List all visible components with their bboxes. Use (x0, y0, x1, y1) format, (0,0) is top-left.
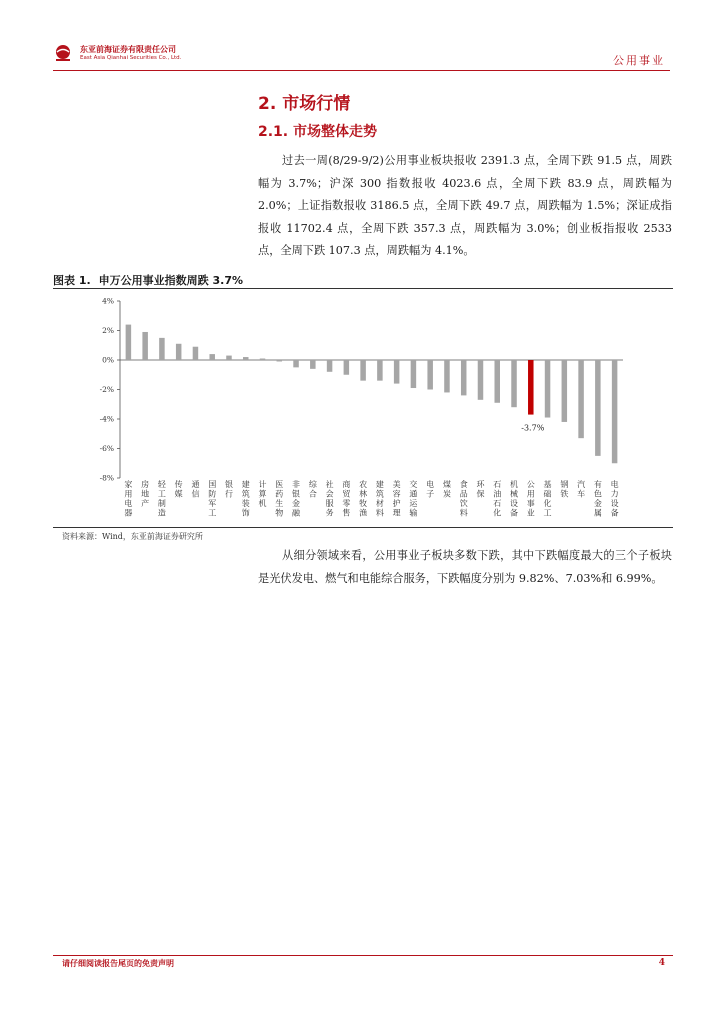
bar (142, 332, 148, 360)
bar (327, 360, 333, 372)
bar (159, 338, 165, 360)
subsector-paragraph: 从细分领域来看，公用事业子板块多数下跌，其中下跌幅度最大的三个子板块是光伏发电、燃气和电能综合服务，下跌幅度分别为 9.82%、7.03%和 6.99%。 (258, 549, 672, 585)
figure-source: 资料来源：Wind，东亚前海证券研究所 (62, 532, 203, 541)
x-tick-label: 电子 (426, 480, 435, 499)
y-tick-label: 0% (102, 355, 114, 365)
figure-top-rule (53, 288, 673, 289)
x-tick-label: 轻工制造 (157, 480, 166, 518)
bar (511, 360, 517, 407)
header-divider (53, 70, 670, 71)
x-tick-label: 汽车 (577, 480, 586, 499)
x-tick-label: 基础化工 (543, 480, 552, 518)
bar (612, 360, 618, 463)
bar (578, 360, 584, 438)
bar (394, 360, 400, 384)
bar (209, 354, 215, 360)
y-tick-label: -6% (99, 444, 114, 453)
page-number: 4 (658, 958, 665, 968)
x-tick-label: 农林牧渔 (359, 480, 368, 518)
bar (444, 360, 450, 392)
bar (545, 360, 551, 418)
x-tick-label: 传媒 (174, 480, 183, 499)
bar (176, 344, 182, 360)
bar (562, 360, 568, 422)
x-tick-label: 钢铁 (560, 480, 569, 499)
x-tick-label: 非银金融 (292, 480, 301, 518)
y-tick-label: 4% (102, 296, 114, 306)
x-tick-label: 通信 (191, 480, 200, 499)
x-tick-label: 煤炭 (442, 480, 451, 499)
y-tick-label: -2% (99, 385, 114, 394)
bar (495, 360, 501, 403)
bar (377, 360, 383, 381)
bar-chart (53, 290, 673, 526)
x-tick-label: 机械设备 (510, 480, 519, 518)
x-tick-label: 石油石化 (493, 480, 502, 518)
bar (344, 360, 350, 375)
x-tick-label: 社会服务 (325, 480, 334, 518)
x-tick-label: 建筑装饰 (241, 480, 250, 518)
bar (226, 356, 232, 360)
bar (595, 360, 601, 456)
x-tick-label: 综合 (308, 480, 317, 499)
market-overview-paragraph: 过去一周(8/29-9/2)公用事业板块报收 2391.3 点，全周下跌 91.5 点，周跌幅为 3.7%；沪深 300 指数报收 4023.6 点，全周下跌 83.9 点，周跌幅为 2.0%；上证指数报收 3186.5 点，全周下跌 49.7 点，周跌幅为 1.5%；深证成指报收 11702.4 点，全周下跌 357.3 点，周跌幅为 3.0%；创业板指报收 2533 点，全周下跌 107.3 点，周跌幅为 4.1%。 (258, 154, 672, 257)
footer-divider (53, 955, 673, 956)
bar (360, 360, 366, 381)
x-tick-label: 美容护理 (392, 480, 401, 518)
x-tick-label: 国防军工 (208, 480, 217, 518)
x-tick-label: 交通运输 (409, 480, 418, 518)
x-tick-label: 商贸零售 (342, 480, 351, 518)
x-tick-label: 电力设备 (610, 480, 619, 518)
company-name-en: East Asia Qianhai Securities Co., Ltd. (80, 55, 182, 61)
bar (411, 360, 417, 388)
bar (260, 359, 266, 360)
bar (461, 360, 467, 395)
bar (193, 347, 199, 360)
bar (427, 360, 433, 390)
bar-highlight (528, 360, 534, 415)
x-tick-label: 环保 (476, 480, 485, 499)
x-tick-label: 医药生物 (275, 480, 284, 518)
subsection-heading: 2.1. 市场整体走势 (258, 124, 377, 140)
bar (277, 360, 283, 361)
bar (243, 357, 249, 360)
bar (310, 360, 316, 369)
figure-title: 申万公用事业指数周跌 3.7% (98, 274, 244, 287)
data-label: -3.7% (521, 423, 545, 433)
x-tick-label: 食品饮料 (459, 480, 468, 518)
bar (126, 325, 132, 360)
x-tick-label: 有色金属 (593, 480, 602, 518)
bar (478, 360, 484, 400)
y-tick-label: 2% (102, 326, 114, 335)
figure-number: 图表 1. (53, 274, 91, 287)
figure-caption (53, 272, 251, 288)
y-tick-label: -8% (99, 473, 114, 483)
x-tick-label: 公用事业 (526, 480, 535, 518)
x-tick-label: 家用电器 (124, 480, 133, 518)
industry-label: 公用事业 (613, 54, 665, 67)
company-name-cn: 东亚前海证券有限责任公司 (80, 45, 176, 54)
x-tick-label: 建筑材料 (375, 480, 384, 518)
disclaimer-link[interactable]: 请仔细阅读报告尾页的免责声明 (62, 959, 174, 968)
x-tick-label: 房地产 (141, 480, 150, 508)
section-heading: 2. 市场行情 (258, 94, 351, 114)
x-tick-label: 计算机 (258, 480, 267, 508)
y-tick-label: -4% (99, 414, 114, 424)
x-tick-label: 银行 (224, 480, 233, 499)
bar (293, 360, 299, 367)
company-logo-icon (53, 44, 73, 62)
figure-bottom-rule (53, 527, 673, 528)
